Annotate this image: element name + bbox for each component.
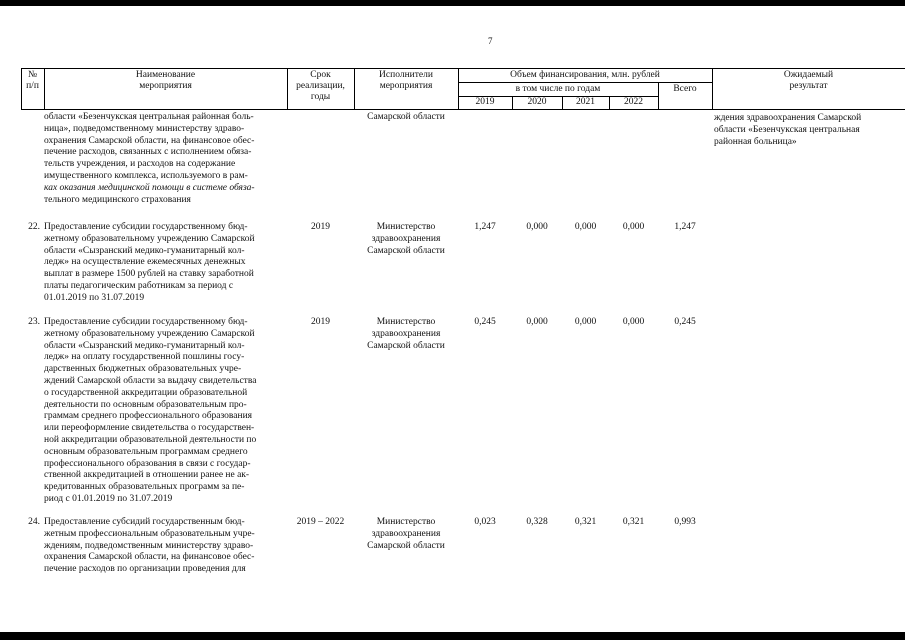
row-term: 2019	[311, 222, 330, 232]
row-description: Предоставление субсидий государственным бюд- жетным профессиональным образовательным учре- ждениям, подведомственным министерству здраво- охранения Самарской области, на финансовое обес- печение расходов по организации проведения для	[44, 517, 255, 575]
continued-expected-result: ждения здравоохранения Самарской области «Безенчукская центральная районная больница»	[714, 113, 862, 147]
row-number: 23.	[28, 317, 40, 327]
header-mid-rule	[458, 82, 712, 83]
row-value-2019: 0,023	[474, 517, 496, 527]
row-value-2019: 0,245	[474, 317, 496, 327]
header-num: № п/п	[26, 70, 39, 91]
row-value-total: 1,247	[674, 222, 696, 232]
row-value-2020: 0,328	[526, 517, 548, 527]
row-value-2022: 0,000	[622, 317, 645, 327]
header-bottom-rule	[21, 109, 905, 110]
header-top-rule	[21, 68, 905, 69]
header-name: Наименование мероприятия	[135, 70, 196, 91]
row-executor: Министерство здравоохранения Самарской области	[367, 222, 445, 256]
header-year-2019: 2019	[475, 97, 495, 107]
row-value-2020: 0,000	[526, 317, 548, 327]
header-total: Всего	[673, 84, 697, 94]
header-financing: Объем финансирования, млн. рублей	[510, 70, 660, 80]
header-year-2021: 2021	[576, 97, 595, 107]
header-year-2022: 2022	[624, 97, 643, 107]
row-term: 2019	[311, 317, 330, 327]
row-description: Предоставление субсидии государственному бюд- жетному образовательному учреждению Самарской области «Сызранский медико-гуманитарный кол- ледж» на оплату государственной пошлины госу- дарственных бюджетных образовательных учре- ждений Самарской области за выдачу свидетельства о государственной аккредитации образовательной деятельности по основным образовательным про- граммам среднего профессионального образования или переоформление свидетельства о государствен- ной аккредитации образовательной деятельности по основным образовательным программам среднего профессионального образования в связи с государ- ственной аккредитацией в отношении ранее не ак- кредитованных образовательных программ за пе- риод с 01.01.2019 по 31.07.2019	[44, 317, 257, 504]
row-value-2021: 0,000	[574, 317, 597, 327]
scan-bottom-border	[0, 632, 905, 640]
row-value-2022: 0,000	[622, 222, 645, 232]
row-executor: Министерство здравоохранения Самарской области	[367, 317, 445, 351]
header-by-year: в том числе по годам	[515, 84, 601, 94]
row-value-2021: 0,321	[574, 517, 597, 527]
page-number: 7	[488, 36, 493, 46]
row-value-total: 0,993	[674, 517, 696, 527]
row-executor: Министерство здравоохранения Самарской области	[367, 517, 445, 551]
row-term: 2019 – 2022	[296, 517, 345, 527]
header-expected-result: Ожидаемый результат	[783, 70, 834, 91]
row-value-2019: 1,247	[474, 222, 496, 232]
header-executors: Исполнители мероприятия	[379, 70, 433, 91]
row-number: 22.	[28, 222, 40, 232]
scan-top-border	[0, 0, 905, 6]
header-term: Срок реализации, годы	[296, 70, 345, 102]
continued-description: области «Безенчукская центральная районная боль- ница», подведомственному министерству здраво- охранения Самарской области, на финансовое обес- печение расходов, связанных с исполнением обяза- тельств учреждения, и расходов на содержание имущественного комплекса, используемого в рам- ках оказания медицинской помощи в системе обяза- тельного медицинского страхования	[44, 112, 255, 205]
row-description: Предоставление субсидии государственному бюд- жетному образовательному учреждению Самарской области «Сызранский медико-гуманитарный кол- ледж» на осуществление ежемесячных денежных выплат в размере 1500 рублей на ставку заработной платы педагогическим работникам за период с 01.01.2019 по 31.07.2019	[44, 222, 255, 303]
row-number: 24.	[28, 517, 40, 527]
row-value-2021: 0,000	[574, 222, 597, 232]
row-value-2020: 0,000	[526, 222, 548, 232]
row-value-2022: 0,321	[622, 517, 645, 527]
header-year-2020: 2020	[527, 97, 547, 107]
continued-executor: Самарской области	[367, 112, 445, 122]
row-value-total: 0,245	[674, 317, 696, 327]
